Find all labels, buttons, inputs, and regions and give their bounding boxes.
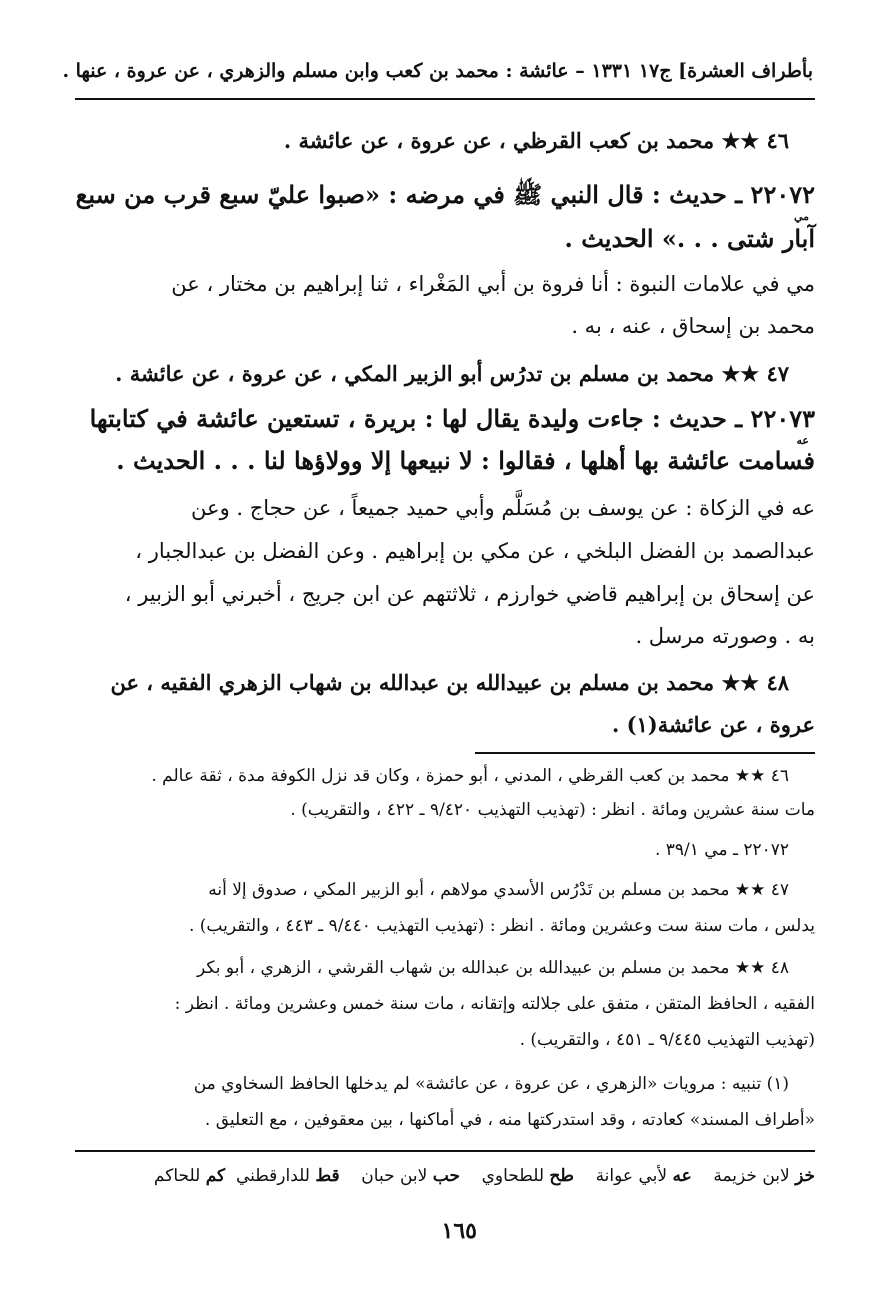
sigla-legend: [154, 1166, 815, 1186]
sanad-22072-line2: محمد بن إسحاق ، عنه ، به .: [571, 314, 815, 338]
narrator-46: ٤٦ ★★ محمد بن كعب القرظي ، عن عروة ، عن عائشة .: [283, 128, 789, 153]
footnote-1-line2: «أطراف المسند» كعادته ، وقد استدركتها منه ، في أماكنها ، بين معقوفين ، مع التعليق .: [204, 1110, 815, 1130]
hadith-22072-line2: آبار شتى . . .» الحديث .: [564, 224, 815, 253]
narrator-48-line1: ٤٨ ★★ محمد بن مسلم بن عبيدالله بن عبدالله بن شهاب الزهري الفقيه ، عن: [110, 670, 789, 695]
sanad-22072-line1: مي في علامات النبوة : أنا فروة بن أبي المَغْراء ، ثنا إبراهيم بن مختار ، عن: [171, 272, 815, 296]
footnote-48-line1: ٤٨ ★★ محمد بن مسلم بن عبيدالله بن عبدالله بن شهاب القرشي ، الزهري ، أبو بكر: [197, 958, 789, 978]
footnote-46-line1: ٤٦ ★★ محمد بن كعب القرظي ، المدني ، أبو حمزة ، وكان قد نزل الكوفة مدة ، ثقة عالم .: [151, 766, 789, 786]
footnote-1-line1: (١) تنبيه : مرويات «الزهري ، عن عروة ، عن عائشة» لم يدخلها الحافظ السخاوي من: [193, 1074, 789, 1094]
hadith-22072-siglum: مي: [793, 210, 809, 223]
hadith-22073-siglum: عه: [796, 434, 809, 447]
narrator-47: ٤٧ ★★ محمد بن مسلم بن تدرُس أبو الزبير المكي ، عن عروة ، عن عائشة .: [115, 361, 789, 386]
footnote-46-line2: مات سنة عشرين ومائة . انظر : (تهذيب التهذيب ٩/٤٢٠ ـ ٤٢٢ ، والتقريب) .: [290, 800, 815, 820]
siglum-qt: قط للدارقطني: [235, 1166, 340, 1186]
footnote-47-line1: ٤٧ ★★ محمد بن مسلم بن تَدْرُس الأسدي مولاهم ، أبو الزبير المكي ، صدوق إلا أنه: [208, 880, 789, 900]
siglum-ah: عه لأبي عوانة: [595, 1166, 692, 1186]
hadith-22073-line2: فسامت عائشة بها أهلها ، فقالوا : لا نبيعها إلا وولاؤها لنا . . . الحديث .: [116, 446, 815, 475]
siglum-th: طح للطحاوي: [481, 1166, 574, 1186]
page-number: ١٦٥: [441, 1218, 477, 1244]
running-header: بأطراف العشرة] ج١٧ ١٣٣١ – عائشة : محمد بن كعب وابن مسلم والزهري ، عن عروة ، عنها .: [62, 60, 813, 82]
sanad-22073-line4: به . وصورته مرسل .: [635, 624, 815, 648]
sanad-22073-line3: عن إسحاق بن إبراهيم قاضي خوارزم ، ثلاثتهم عن ابن جريج ، أخبرني أبو الزبير ،: [124, 582, 815, 606]
footnote-48-line3: (تهذيب التهذيب ٩/٤٤٥ ـ ٤٥١ ، والتقريب) .: [519, 1030, 815, 1050]
siglum-km: كم للحاكم: [153, 1166, 226, 1186]
sanad-22073-line2: عبدالصمد بن الفضل البلخي ، عن مكي بن إبراهيم . وعن الفضل بن عبدالجبار ،: [135, 539, 815, 563]
hadith-22072-line1: ٢٢٠٧٢ ـ حديث : قال النبي ﷺ في مرضه : «صبوا عليّ سبع قرب من سبع: [75, 180, 815, 209]
siglum-khz: خز لابن خزيمة: [713, 1166, 815, 1186]
footnote-48-line2: الفقيه ، الحافظ المتقن ، متفق على جلالته وإتقانه ، مات سنة خمس وعشرين ومائة . انظر :: [174, 994, 815, 1014]
footnote-rule: [475, 752, 815, 754]
header-rule: [75, 98, 815, 100]
siglum-hb: حب لابن حبان: [361, 1166, 460, 1186]
footnote-22072: ٢٢٠٧٢ ـ مي ٣٩/١ .: [654, 840, 789, 860]
footnote-47-line2: يدلس ، مات سنة ست وعشرين ومائة . انظر : (تهذيب التهذيب ٩/٤٤٠ ـ ٤٤٣ ، والتقريب) .: [188, 916, 815, 936]
hadith-22073-line1: ٢٢٠٧٣ ـ حديث : جاءت وليدة يقال لها : بريرة ، تستعين عائشة في كتابتها: [89, 404, 815, 433]
sigla-rule: [75, 1150, 815, 1152]
sanad-22073-line1: عه في الزكاة : عن يوسف بن مُسَلَّم وأبي حميد جميعاً ، عن حجاج . وعن: [191, 496, 815, 520]
narrator-48-line2: عروة ، عن عائشة(١) .: [611, 712, 815, 737]
